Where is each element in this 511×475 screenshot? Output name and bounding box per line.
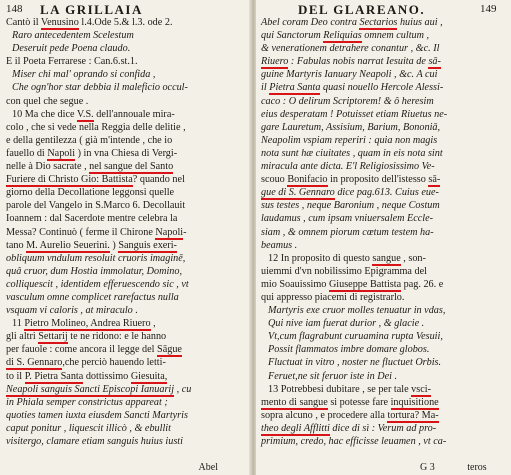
line-text: nelle à Dio sacrate , (6, 161, 90, 173)
line-text: e della gentilezza ( già m'intende , che io (6, 134, 173, 146)
underlined-phrase: mento di sangue (261, 396, 328, 408)
line-text: - (183, 226, 187, 238)
line-text: in proposito dell'istesso (327, 174, 429, 186)
right-page-line (256, 356, 511, 369)
line-text: miracula ante dicta. E'l Religiosissimo Ve- (261, 161, 435, 173)
right-page-line (256, 252, 511, 265)
underlined-phrase: Furiere di Christo Gio: Battista (6, 174, 133, 186)
line-text: colliquescit , identidem efferuescendo sic , vt (6, 278, 189, 290)
left-page-line (0, 173, 252, 186)
right-page-line (256, 343, 511, 356)
line-text: Raro antecedentem Scelestum (12, 30, 134, 42)
line-text: mio Soauissimo (261, 278, 329, 290)
underlined-phrase: Riuero (261, 56, 289, 68)
right-page-line (256, 121, 511, 134)
line-text: Miser chi mal' oprando si confida , (12, 69, 156, 81)
underlined-phrase: sangue (372, 252, 401, 264)
underlined-phrase: M. Aurelio Seuerini. (26, 239, 110, 251)
underlined-phrase: gue di S. Gennaro (261, 187, 335, 199)
left-page-line (0, 81, 252, 94)
left-page-line (0, 422, 252, 435)
line-text: Neapolim vspiam reperiri : quia non magis (261, 134, 438, 146)
left-page-line (0, 55, 252, 68)
right-page-line (256, 29, 511, 42)
underlined-phrase: inquisitione (390, 396, 439, 408)
left-page-line (0, 278, 252, 291)
left-page-line (0, 265, 252, 278)
line-text: dice pag.613. Cuius eue- (334, 187, 439, 199)
left-page-line (0, 383, 252, 396)
left-page-line (0, 291, 252, 304)
right-page-line (256, 383, 511, 396)
right-signature-mark (420, 462, 487, 473)
underlined-phrase: Giuseppe Battista (328, 278, 402, 290)
line-text: : Fabulas nobis narrat Iesuita de (288, 56, 429, 68)
right-page-line (256, 409, 511, 422)
left-page-line (0, 186, 252, 199)
left-page-line (0, 304, 252, 317)
line-text: vasculum omne complicet rarefactus nulla (6, 291, 179, 303)
line-text: Messa? Continuò ( ferme il Chirone (6, 226, 156, 238)
right-page-line (256, 317, 511, 330)
left-page (0, 0, 252, 475)
underlined-phrase: Giesuita, (130, 370, 168, 382)
underlined-phrase: Reliquias (323, 30, 362, 42)
left-page-line (0, 95, 252, 108)
left-page-line (0, 226, 252, 239)
right-page-line (256, 81, 511, 94)
right-page-line (256, 291, 511, 304)
underlined-phrase: Napoli (47, 147, 76, 159)
line-text: & venerationem detrahere conantur , &c. Il (261, 43, 440, 55)
line-text: Fluctuat in vitro , noster ne fluctuet Orbis. (268, 357, 442, 369)
line-text: caput ponitur , liquescit illicò , & ebullit (6, 422, 171, 434)
line-text: 10 Ma che dice (12, 108, 77, 120)
line-text: dottissimo (83, 370, 131, 382)
right-page-line (256, 304, 511, 317)
line-text: fauello di (6, 147, 48, 159)
line-text: tano (6, 239, 27, 251)
line-text: colo , che si vede nella Reggia delle delitie , (6, 121, 186, 133)
line-text: quasi nouello Hercole Alessi- (320, 82, 444, 94)
right-page-line (256, 396, 511, 409)
left-page-line (0, 108, 252, 121)
right-page-line (256, 226, 511, 239)
line-text: omnem cultum , (361, 30, 430, 42)
line-text: laudamus , cum ipsam vniuersalem Eccle- (261, 213, 434, 225)
left-page-line (0, 370, 252, 383)
underlined-phrase: Venusino (40, 17, 79, 28)
line-text: Abel coram Deo contra (261, 17, 360, 28)
line-text: per fauole : come ancora il legge del (6, 344, 158, 356)
line-text: caco : O delirum Scriptorem! & ô heresim (261, 95, 434, 107)
right-page-line (256, 422, 511, 435)
left-page-line (0, 29, 252, 42)
line-text: pag. 26. e (401, 278, 444, 290)
line-text: primium, credo, hac efficisse leuamen , vt ca- (261, 436, 447, 447)
line-text: Feruet,ne sit feruor iste in Dei . (268, 370, 398, 382)
left-page-line (0, 42, 252, 55)
underlined-phrase: Sectarios (359, 17, 398, 28)
line-text: qui appresso piacemi di registrarlo. (261, 291, 405, 303)
right-page-number: 149 (480, 3, 497, 15)
line-text: beamus . (261, 239, 298, 251)
left-page-line (0, 134, 252, 147)
left-page-line (0, 343, 252, 356)
line-text: Deseruit pede Poena claudo. (12, 43, 131, 55)
line-text: , cu (174, 383, 192, 395)
line-text: uiemmi d'vn nobilissimo Epigramma del (261, 265, 427, 277)
right-page-line (256, 265, 511, 278)
line-text: Cantò il (6, 17, 41, 28)
left-page-line (0, 121, 252, 134)
line-text: ) (109, 239, 119, 251)
line-text: quoties tamen iuxta eiusdem Sancti Martyris (6, 409, 188, 421)
right-page-line (256, 16, 511, 29)
underlined-phrase: theo degli Afflitti (261, 422, 330, 434)
right-page-line (256, 108, 511, 121)
right-page-line (256, 160, 511, 173)
line-text: Ioannem : dal Sacerdote mentre celebra la (6, 213, 178, 225)
line-text: Vt,cum flagrabunt curuamina rupta Vesuii, (268, 331, 443, 343)
right-page-line (256, 239, 511, 252)
left-page-line (0, 409, 252, 422)
right-page-line (256, 370, 511, 383)
left-page-line (0, 239, 252, 252)
line-text: Martyris exe cruor molles tenuatur in vdas, (268, 305, 446, 317)
line-text: dell'annouale mira- (93, 108, 175, 120)
underlined-phrase: tortura? Ma- (387, 409, 439, 421)
left-page-line (0, 435, 252, 448)
line-text: 13 Potrebbesi dubitare , se per tale (268, 383, 412, 395)
right-catchword: teros (467, 462, 487, 473)
line-text: ? quando nel (132, 174, 185, 186)
right-page-line (256, 435, 511, 448)
line-text: sus testes , neque Baronium , neque Costum (261, 200, 440, 212)
underlined-phrase: Pietra Santa (269, 82, 321, 94)
line-text: Che ogn'hor star debbia il maleficio occul- (12, 82, 188, 94)
line-text: l.4.Ode 5.& l.3. ode 2. (78, 17, 173, 28)
underlined-phrase: sā- (428, 174, 441, 186)
left-page-line (0, 252, 252, 265)
right-page-line (256, 199, 511, 212)
underlined-phrase: Pietro Molineo, Andrea Riuero (24, 318, 151, 330)
line-text: quâ cruor, dum Hostia immolatur, Domino, (6, 265, 183, 277)
line-text: gli altri (6, 331, 39, 343)
underlined-phrase: di S. Gennaro (6, 357, 63, 369)
line-text: il (261, 82, 270, 94)
left-page-line (0, 212, 252, 225)
line-text: dice di sì : Verum ad pro- (329, 422, 437, 434)
underlined-phrase: Bonifacio (287, 174, 328, 186)
left-page-text (0, 16, 252, 448)
signature-mark: G 3 (420, 462, 435, 473)
line-text: 12 In proposito di questo (268, 252, 373, 264)
line-text: , (150, 318, 156, 330)
right-page-line (256, 278, 511, 291)
line-text: ) in vna Chiesa di Vergi- (75, 147, 178, 159)
line-text: parole del Vangelo in S.Marco 6. Decollauit (6, 200, 186, 212)
underlined-phrase: Sanguis exeri- (118, 239, 177, 251)
right-page-line (256, 95, 511, 108)
left-page-line (0, 199, 252, 212)
line-text: eius desperatam ! Potuisset etiam Riuetus ne- (261, 108, 448, 120)
right-page-line (256, 68, 511, 81)
underlined-phrase: nel sangue del Santo (89, 161, 174, 173)
line-text: Qui nive iam fuerat durior , & glacie . (268, 318, 425, 330)
right-page-line (256, 42, 511, 55)
underlined-phrase: Sāgue (157, 344, 182, 356)
line-text: qui Sanctorum (261, 30, 324, 42)
right-page-line (256, 134, 511, 147)
left-running-title: LA GRILLAIA (40, 2, 143, 17)
underlined-phrase: P. Pietra Santa (24, 370, 84, 382)
right-page-text (256, 16, 511, 448)
line-text: sopra alcuno , e procedere alla (261, 409, 388, 421)
left-page-line (0, 147, 252, 160)
line-text: in Phiala semper constrictus appareat ; (6, 396, 168, 408)
line-text: Possit flammatos imbre domare globos. (268, 344, 430, 356)
line-text: con quel che segue . (6, 95, 89, 107)
right-page-line (256, 55, 511, 68)
left-page-line (0, 16, 252, 29)
right-page-line (256, 186, 511, 199)
right-page (256, 0, 511, 475)
underlined-phrase: Napoli (155, 226, 184, 238)
underlined-phrase: V.S. (76, 108, 94, 120)
line-text: te ne ridono: e le hanno (67, 331, 167, 343)
line-text: si potesse fare (327, 396, 391, 408)
right-page-line (256, 173, 511, 186)
line-text: to il (6, 370, 25, 382)
left-page-line (0, 330, 252, 343)
right-running-title: DEL GLAREANO. (298, 2, 426, 17)
line-text: gare Lauretum, Assisium, Barium, Bononiā, (261, 121, 441, 133)
line-text: , son- (400, 252, 426, 264)
line-text: E il Poeta Ferrarese : Can.6.st.1. (6, 56, 138, 68)
line-text: obliquum vndulum resoluit cruoris imaginē, (6, 252, 186, 264)
left-page-line (0, 160, 252, 173)
line-text: nota sunt hæ ciuitates , quam in eis nota sint (261, 147, 443, 159)
underlined-phrase: sā- (428, 56, 441, 68)
left-page-line (0, 396, 252, 409)
underlined-phrase: Settarij (38, 331, 68, 343)
left-page-line (0, 317, 252, 330)
line-text: huius aui , (397, 17, 443, 28)
line-text: vsquam vi caloris , at miraculo . (6, 305, 138, 317)
right-page-line (256, 147, 511, 160)
underlined-phrase: Neapoli sanguis Sancti Episcopi Ianuarij (6, 383, 175, 395)
right-page-line (256, 330, 511, 343)
line-text: giorno della Decollatione leggonsi quelle (6, 187, 175, 199)
line-text: ,che perciò hauendo letti- (62, 357, 166, 369)
left-page-line (0, 68, 252, 81)
underlined-phrase: vsci- (411, 383, 431, 395)
line-text: guine Martyris Ianuary Neapoli , &c. A cui (261, 69, 438, 81)
line-text: scouo (261, 174, 288, 186)
line-text: visitergo, clamare etiam sanguis huius iusti (6, 436, 183, 447)
line-text: siam , & omnem piorum cœtum testem ha- (261, 226, 434, 238)
left-page-number: 148 (6, 3, 23, 15)
right-page-line (256, 212, 511, 225)
line-text: 11 (12, 318, 25, 330)
left-page-line (0, 356, 252, 369)
left-catchword: Abel (198, 462, 218, 473)
